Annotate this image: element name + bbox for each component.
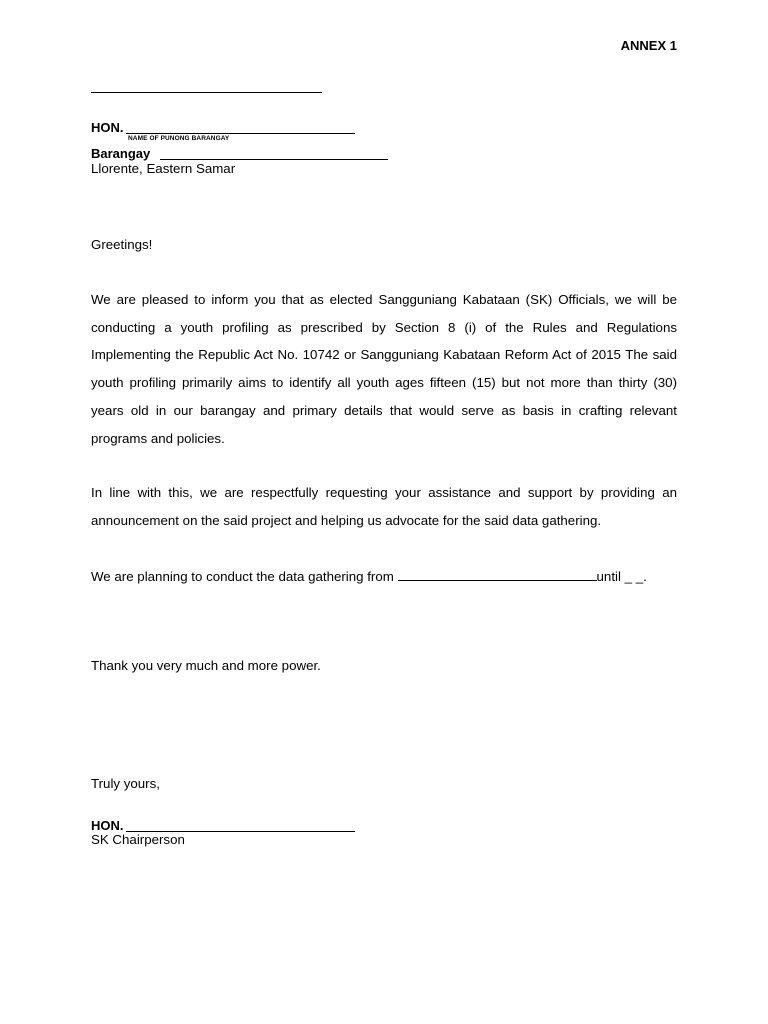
- signature-closing: Truly yours,: [91, 776, 160, 791]
- date-blank-line: [91, 78, 322, 93]
- schedule-text-start: We are planning to conduct the data gathering from: [91, 569, 394, 584]
- signature-title: SK Chairperson: [91, 832, 185, 847]
- schedule-text-until: until _: [596, 569, 633, 584]
- paragraph-schedule: [91, 563, 677, 591]
- barangay-blank: [160, 145, 388, 160]
- annex-label: ANNEX 1: [620, 38, 677, 53]
- paragraph-thanks: Thank you very much and more power.: [91, 658, 321, 673]
- schedule-text-end: _.: [635, 569, 647, 584]
- addressee-hon-prefix: HON.: [91, 120, 124, 135]
- schedule-from-blank: [398, 567, 597, 581]
- signature-name-blank: [126, 817, 355, 832]
- greeting: Greetings!: [91, 237, 153, 252]
- paragraph-request: In line with this, we are respectfully requesting your assistance and support by providing an announcement on the said project and helping us advocate for the said data gathering.: [91, 485, 677, 528]
- addressee-name-blank: [126, 118, 355, 134]
- paragraph-intro: We are pleased to inform you that as elected Sangguniang Kabataan (SK) Officials, we will be conducting a youth profiling as prescribed by Section 8 (i) of the Rules and Regulations Implementing the Republic Act No. 10742 or Sangguniang Kabataan Reform Act of 2015 The said youth profiling primarily aims to identify all youth ages fifteen (15) but not more than thirty (30) years old in our barangay and primary details that would serve as basis in crafting relevant programs and policies.: [91, 292, 677, 446]
- signature-hon-prefix: HON.: [91, 818, 124, 833]
- addressee-address: Llorente, Eastern Samar: [91, 161, 236, 176]
- barangay-label: Barangay: [91, 146, 151, 161]
- addressee-name-caption: NAME OF PUNONG BARANGAY: [128, 135, 230, 142]
